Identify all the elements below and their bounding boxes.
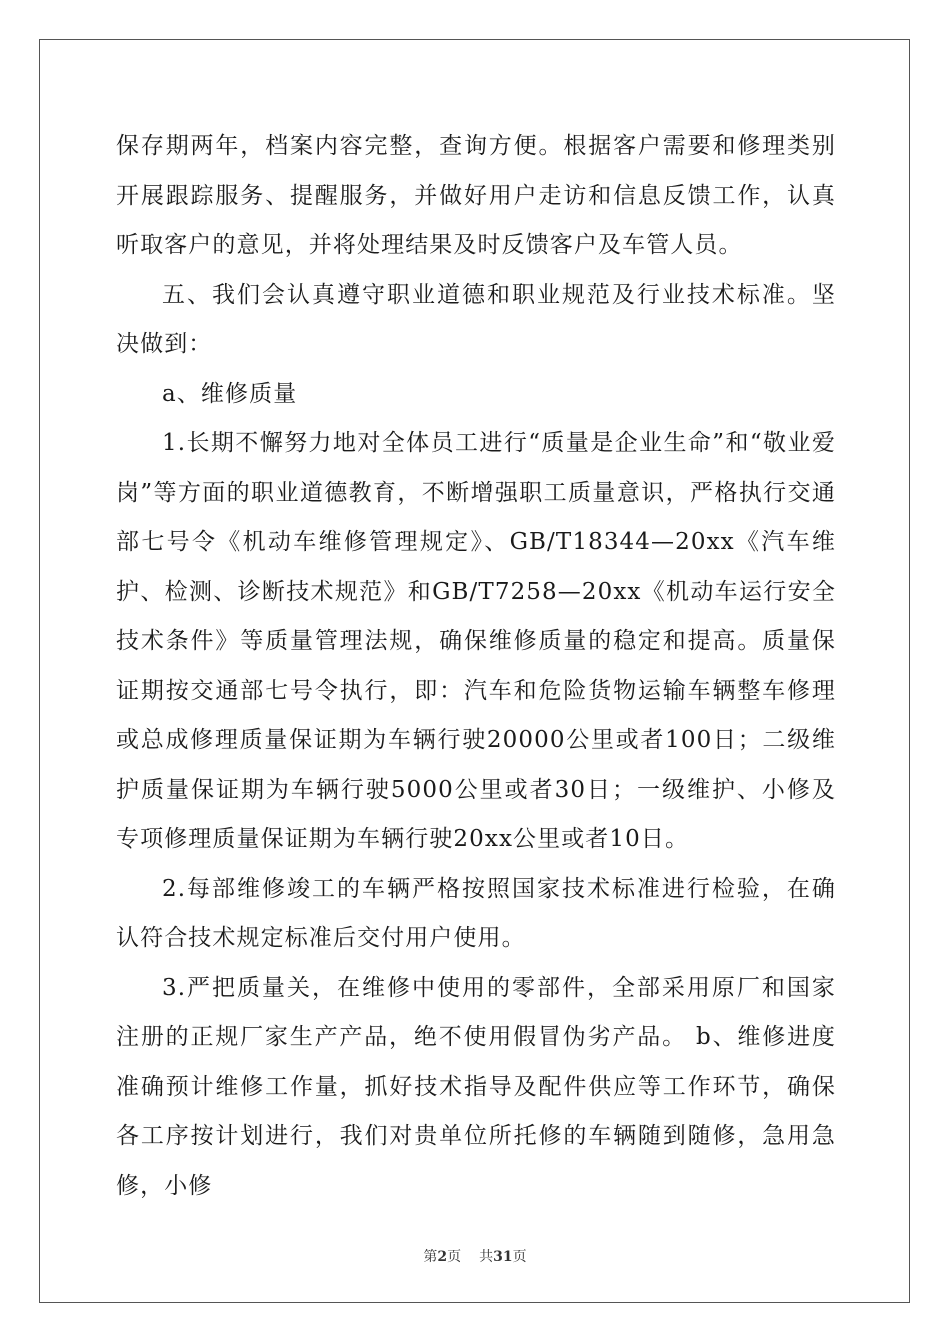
page-prefix: 第	[423, 1249, 438, 1265]
paragraph-heading-quality: a、维修质量	[162, 380, 298, 407]
page-suffix: 页	[447, 1249, 462, 1265]
total-prefix: 共	[479, 1249, 494, 1265]
paragraph-item-2: 2.每部维修竣工的车辆严格按照国家技术标准进行检验，在确认符合技术规定标准后交付用户使用。	[116, 875, 836, 951]
paragraph-item-1: 1.长期不懈努力地对全体员工进行“质量是企业生命”和“敬业爱岗”等方面的职业道德教育，不断增强职工质量意识，严格执行交通部七号令《机动车维修管理规定》、GB/T18344—20xx《汽车维护、检测、诊断技术规范》和GB/T7258—20xx《机动车运行安全技术条件》等质量管理法规，确保维修质量的稳定和提高。质量保证期按交通部七号令执行，即：汽车和危险货物运输车辆整车修理或总成修理质量保证期为车辆行驶20000公里或者100日；二级维护质量保证期为车辆行驶5000公里或者30日；一级维护、小修及专项修理质量保证期为车辆行驶20xx公里或者10日。	[116, 430, 836, 852]
paragraph-item-3: 3.严把质量关，在维修中使用的零部件，全部采用原厂和国家注册的正规厂家生产产品，绝不使用假冒伪劣产品。 b、维修进度准确预计维修工作量，抓好技术指导及配件供应等工作环节，确保各工序按计划进行，我们对贵单位所托修的车辆随到随修，急用急修，小修	[116, 974, 836, 1199]
total-pages-label	[479, 1246, 526, 1266]
paragraph-archive: 保存期两年，档案内容完整，查询方便。根据客户需要和修理类别开展跟踪服务、提醒服务，并做好用户走访和信息反馈工作，认真听取客户的意见，并将处理结果及时反馈客户及车管人员。	[116, 133, 836, 258]
total-suffix: 页	[512, 1249, 527, 1265]
paragraph-section-five: 五、我们会认真遵守职业道德和职业规范及行业技术标准。坚决做到：	[116, 281, 836, 357]
page-footer	[0, 1246, 950, 1266]
total-number: 31	[493, 1249, 513, 1265]
page-number: 2	[437, 1249, 448, 1265]
document-body	[116, 122, 836, 1211]
page-number-label	[423, 1246, 461, 1266]
